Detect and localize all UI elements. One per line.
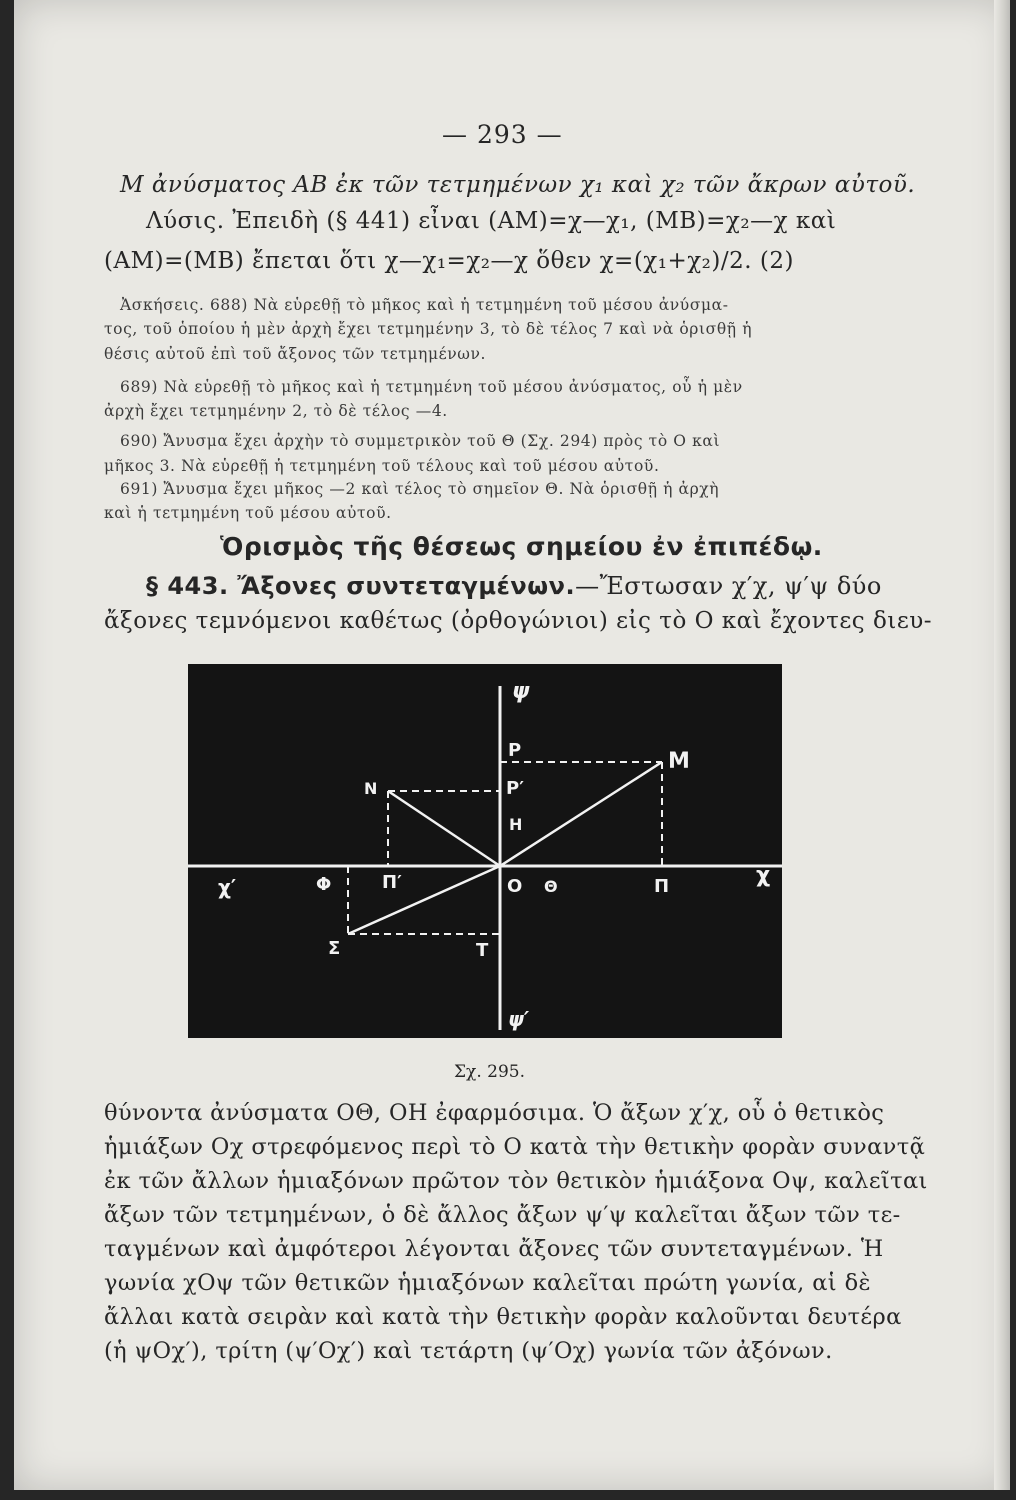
label-P: Ρ — [508, 740, 522, 761]
body-line: ἐκ τῶν ἄλλων ἡμιαξόνων πρῶτον τὸν θετικὸν ἡμιάξονα Οψ, καλεῖται — [104, 1168, 928, 1194]
section-intro — [146, 572, 882, 600]
body-line: ταγμένων καὶ ἀμφότεροι λέγονται ἄξονες τῶν συντεταγμένων. Ἡ — [104, 1236, 884, 1262]
label-M: Μ — [668, 749, 690, 774]
label-Pi: Π — [654, 876, 670, 897]
label-x: χ — [756, 863, 771, 888]
figure-lines — [188, 686, 782, 1030]
body-line: ἄλλαι κατὰ σειρὰν καὶ κατὰ τὴν θετικὴν φορὰν καλοῦνται δευτέρα — [104, 1304, 902, 1330]
exercise-line: Ἀσκήσεις. 688) Νὰ εὑρεθῇ τὸ μῆκος καὶ ἡ τετμημένη τοῦ μέσου ἀνύσμα- — [120, 296, 729, 314]
page-fold-shadow — [994, 0, 1010, 1490]
label-Pprime: Ρ′ — [506, 778, 524, 799]
figure-svg — [188, 664, 782, 1038]
exercise-line: ἀρχὴ ἔχει τετμημένην 2, τὸ δὲ τέλος —4. — [104, 402, 448, 420]
body-line: γωνία χΟψ τῶν θετικῶν ἡμιαξόνων καλεῖται πρώτη γωνία, αἱ δὲ — [104, 1270, 872, 1296]
text-line: Λύσις. Ἐπειδὴ (§ 441) εἶναι (ΑΜ)=χ—χ₁, (ΜΒ)=χ₂—χ καὶ — [146, 208, 837, 234]
segment-OM — [500, 762, 662, 866]
figure-caption: Σχ. 295. — [454, 1062, 525, 1082]
exercise-line: 691) Ἄνυσμα ἔχει μῆκος —2 καὶ τέλος τὸ σημεῖον Θ. Νὰ ὁρισθῇ ἡ ἀρχὴ — [120, 480, 720, 498]
exercise-line: 689) Νὰ εὑρεθῇ τὸ μῆκος καὶ ἡ τετμημένη τοῦ μέσου ἀνύσματος, οὗ ἡ μὲν — [120, 378, 743, 396]
figure-labels — [218, 679, 770, 1031]
section-text: —Ἔστωσαν χ′χ, ψ′ψ δύο — [575, 572, 882, 600]
text-line: ἄξονες τεμνόμενοι καθέτως (ὀρθογώνιοι) εἰς τὸ Ο καὶ ἔχοντες διευ- — [104, 608, 932, 634]
label-x-neg: χ′ — [218, 875, 237, 899]
label-Phi: Φ — [316, 874, 332, 895]
label-N: Ν — [364, 779, 378, 798]
dashed-projections — [348, 762, 662, 934]
label-y-neg: ψ′ — [508, 1007, 530, 1031]
segment-OS — [348, 866, 500, 934]
text-line: Μ ἀνύσματος ΑΒ ἐκ τῶν τετμημένων χ₁ καὶ χ₂ τῶν ἄκρων αὐτοῦ. — [120, 172, 916, 198]
label-Theta: Θ — [544, 877, 558, 896]
exercise-line: θέσις αὐτοῦ ἐπὶ τοῦ ἄξονος τῶν τετμημένων. — [104, 345, 487, 363]
exercise-line: 690) Ἄνυσμα ἔχει ἀρχὴν τὸ συμμετρικὸν τοῦ Θ (Σχ. 294) πρὸς τὸ Ο καὶ — [120, 432, 721, 450]
label-H: Η — [509, 815, 523, 834]
section-heading: Ὁρισμὸς τῆς θέσεως σημείου ἐν ἐπιπέδῳ. — [220, 532, 823, 561]
body-line: θύνοντα ἀνύσματα ΟΘ, ΟΗ ἐφαρμόσιμα. Ὁ ἄξων χ′χ, οὗ ὁ θετικὸς — [104, 1100, 885, 1126]
text-line: (ΑΜ)=(ΜΒ) ἔπεται ὅτι χ—χ₁=χ₂—χ ὅθεν χ=(χ₁+χ₂)/2. (2) — [104, 248, 794, 274]
label-Sigma: Σ — [328, 938, 341, 959]
label-O: Ο — [507, 876, 523, 897]
exercise-line: τος, τοῦ ὁποίου ἡ μὲν ἀρχὴ ἔχει τετμημένην 3, τὸ δὲ τέλος 7 καὶ νὰ ὁρισθῇ ἡ — [104, 320, 753, 338]
section-title: § 443. Ἄξονες συντεταγμένων. — [146, 572, 576, 600]
coordinate-axes-figure — [188, 664, 782, 1038]
segment-ON — [388, 791, 500, 866]
exercise-line: μῆκος 3. Νὰ εὑρεθῇ ἡ τετμημένη τοῦ τέλους καὶ τοῦ μέσου αὐτοῦ. — [104, 457, 660, 475]
body-line: ἄξων τῶν τετμημένων, ὁ δὲ ἄλλος ἄξων ψ′ψ καλεῖται ἄξων τῶν τε- — [104, 1202, 901, 1228]
exercise-line: καὶ ἡ τετμημένη τοῦ μέσου αὐτοῦ. — [104, 504, 392, 522]
body-line: ἡμιάξων Οχ στρεφόμενος περὶ τὸ Ο κατὰ τὴν θετικὴν φορὰν συναντᾷ — [104, 1134, 926, 1160]
label-y: ψ — [512, 679, 530, 704]
label-Piprime: Π′ — [382, 872, 402, 893]
label-T: Τ — [476, 940, 489, 961]
page-number: — 293 — — [442, 120, 563, 149]
body-line: (ἡ ψΟχ′), τρίτη (ψ′Οχ′) καὶ τετάρτη (ψ′Οχ) γωνία τῶν ἀξόνων. — [104, 1338, 833, 1364]
